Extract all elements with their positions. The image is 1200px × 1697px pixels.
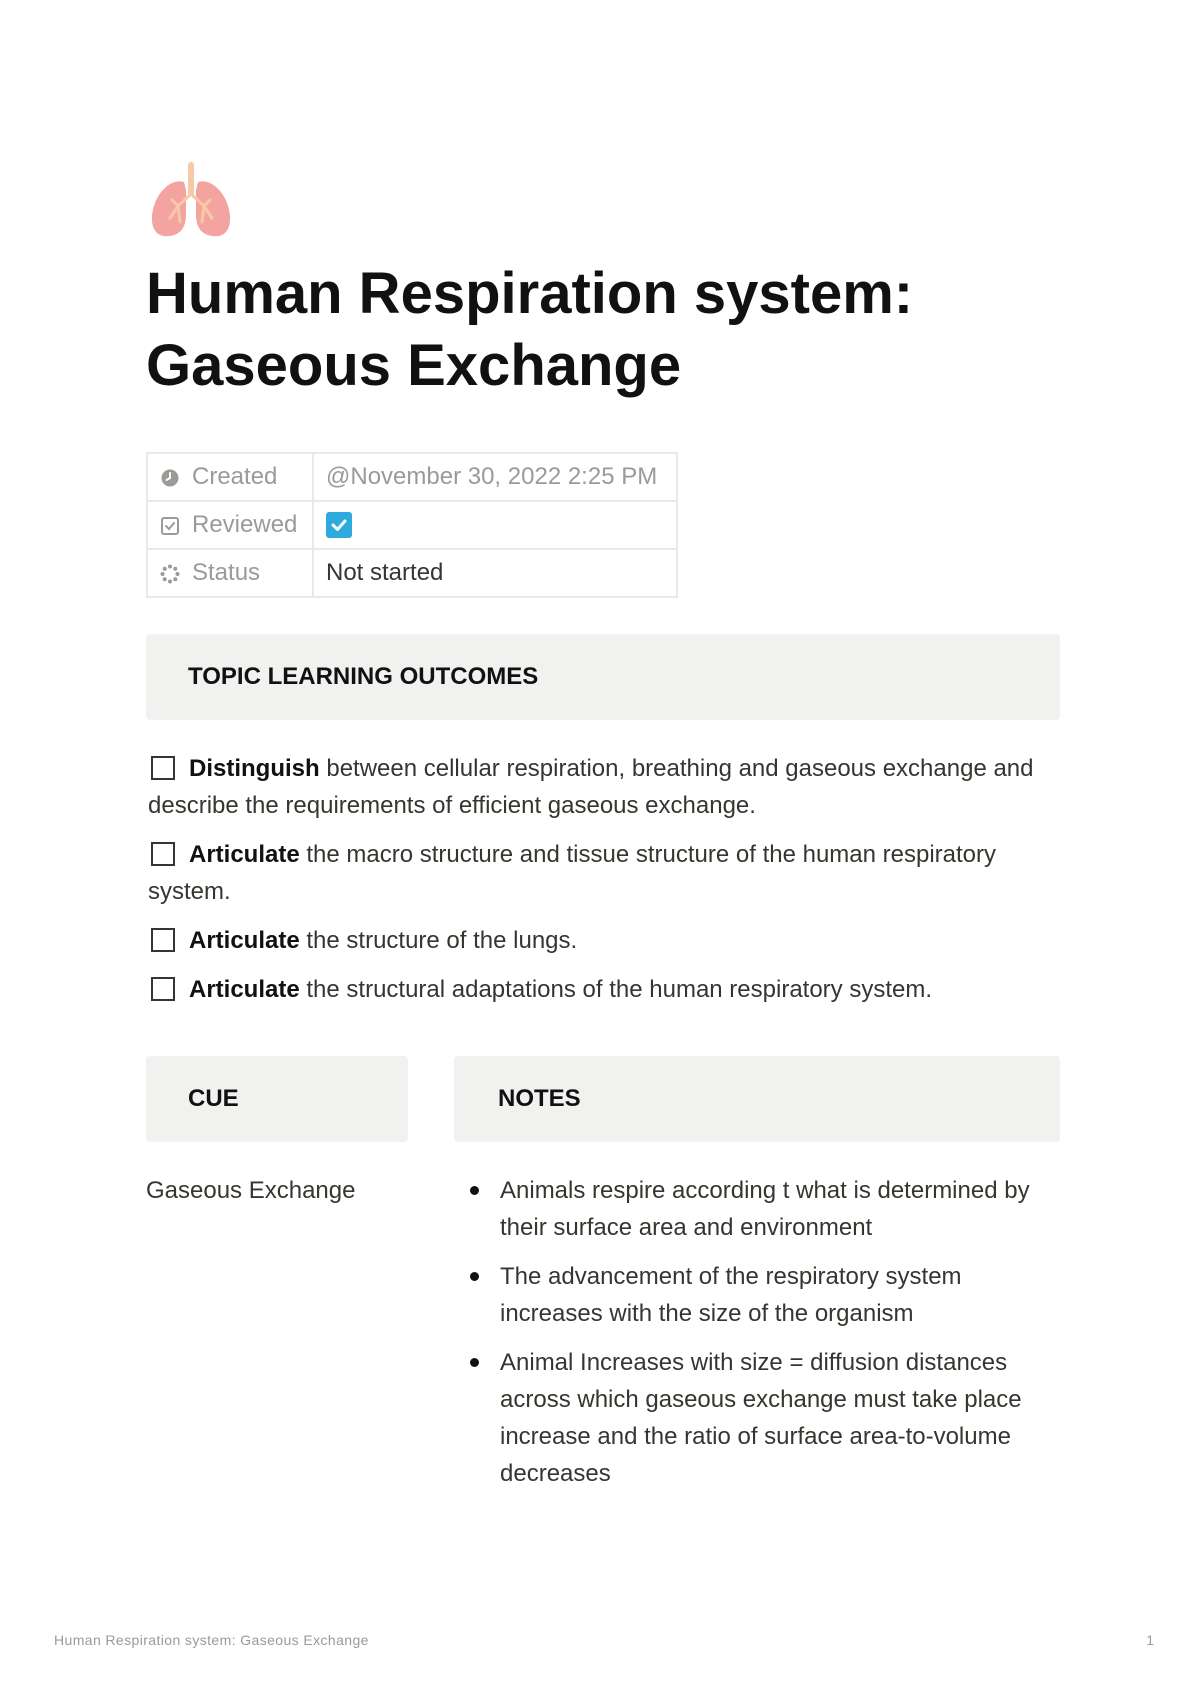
todo-bold-verb: Distinguish bbox=[189, 755, 320, 782]
property-key-created bbox=[147, 453, 313, 501]
property-label: Status bbox=[192, 559, 261, 586]
todo-checkbox[interactable] bbox=[151, 756, 175, 780]
page-title bbox=[146, 258, 1066, 402]
lungs-icon bbox=[148, 160, 234, 240]
bullet-dot bbox=[470, 1272, 479, 1281]
todo-text: between cellular respiration, breathing and gaseous exchange and describe the requirements of efficient gaseous exchange. bbox=[148, 755, 1034, 819]
cue-heading: CUE bbox=[188, 1085, 239, 1112]
notes-callout bbox=[454, 1056, 1060, 1142]
property-key-status bbox=[147, 549, 313, 597]
learning-outcomes-callout bbox=[146, 634, 1060, 720]
reviewed-checkbox[interactable] bbox=[326, 512, 352, 538]
cue-text: Gaseous Exchange bbox=[146, 1177, 356, 1204]
notes-heading: NOTES bbox=[498, 1085, 581, 1112]
bullet-dot bbox=[470, 1186, 479, 1195]
todo-item bbox=[148, 750, 1060, 824]
property-label: Created bbox=[192, 463, 278, 490]
list-item bbox=[454, 1258, 1054, 1332]
page-title-line2: Gaseous Exchange bbox=[146, 333, 682, 398]
learning-outcomes-heading: TOPIC LEARNING OUTCOMES bbox=[188, 663, 539, 690]
todo-bold-verb: Articulate bbox=[189, 841, 300, 868]
todo-checkbox[interactable] bbox=[151, 977, 175, 1001]
todo-bold-verb: Articulate bbox=[189, 927, 300, 954]
property-value-reviewed bbox=[313, 501, 677, 549]
property-value-status[interactable]: Not started bbox=[313, 549, 677, 597]
notes-list bbox=[454, 1172, 1054, 1504]
checkmark-icon bbox=[329, 515, 349, 535]
footer-title: Human Respiration system: Gaseous Exchange bbox=[54, 1632, 369, 1648]
note-text: Animals respire according t what is determined by their surface area and environment bbox=[500, 1177, 1030, 1241]
outcomes-todo-list bbox=[148, 750, 1060, 1020]
property-label: Reviewed bbox=[192, 511, 298, 538]
property-key-reviewed bbox=[147, 501, 313, 549]
bullet-dot bbox=[470, 1358, 479, 1367]
property-value-created[interactable]: @November 30, 2022 2:25 PM bbox=[313, 453, 677, 501]
todo-checkbox[interactable] bbox=[151, 928, 175, 952]
list-item bbox=[454, 1344, 1054, 1492]
todo-text: the structure of the lungs. bbox=[299, 927, 578, 954]
page-title-line1: Human Respiration system: bbox=[146, 261, 914, 326]
todo-text: the macro structure and tissue structure of the human respiratory system. bbox=[148, 841, 997, 905]
todo-bold-verb: Articulate bbox=[189, 976, 300, 1003]
properties-table bbox=[146, 452, 678, 598]
note-text: Animal Increases with size = diffusion distances across which gaseous exchange must take place increase and the ratio of surface area-to-volume decreases bbox=[500, 1349, 1022, 1487]
property-row-status bbox=[147, 549, 677, 597]
note-text: The advancement of the respiratory system increases with the size of the organism bbox=[500, 1263, 962, 1327]
page-number: 1 bbox=[1146, 1632, 1154, 1648]
todo-text: the structural adaptations of the human respiratory system. bbox=[299, 976, 933, 1003]
todo-item bbox=[148, 922, 1060, 959]
clock-icon bbox=[160, 467, 180, 487]
status-spinner-icon bbox=[160, 563, 180, 583]
todo-checkbox[interactable] bbox=[151, 842, 175, 866]
property-row-reviewed bbox=[147, 501, 677, 549]
todo-item bbox=[148, 836, 1060, 910]
list-item bbox=[454, 1172, 1054, 1246]
todo-item bbox=[148, 971, 1060, 1008]
checkbox-property-icon bbox=[160, 515, 180, 535]
property-row-created bbox=[147, 453, 677, 501]
cue-callout bbox=[146, 1056, 408, 1142]
